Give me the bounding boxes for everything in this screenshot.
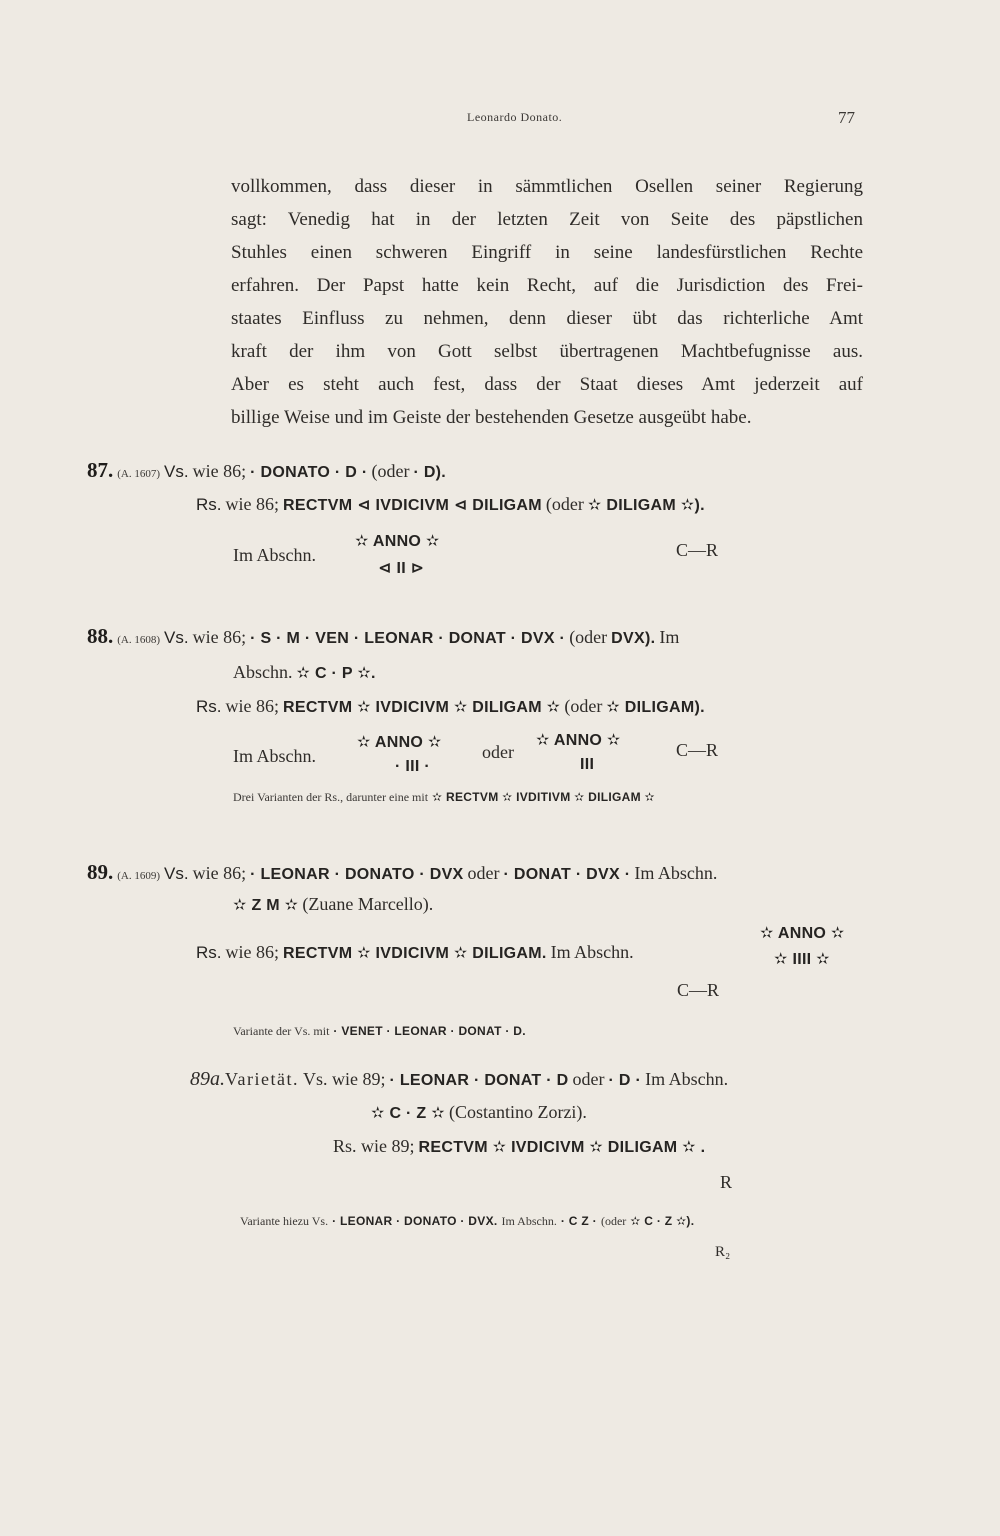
reverse-text: wie 86; [225, 696, 279, 716]
entry-89-rs-line [196, 942, 634, 963]
running-title: Leonardo Donato. [467, 110, 563, 124]
reverse-alt: (oder [545, 494, 584, 514]
entry-year: (A. 1608) [117, 634, 161, 646]
note-text: Drei Varianten der Rs., darunter eine mit [233, 790, 429, 804]
reverse-alt-legend: ✫ DILIGAM). [606, 699, 705, 716]
obverse-legend: · S · M · VEN · LEONAR · DONAT · DVX · [250, 630, 566, 647]
exergue-label: Im Abschn. [233, 746, 316, 766]
obverse-exergue-note: (Zuane Marcello). [302, 894, 434, 914]
entry-89a-vs-line-2 [371, 1102, 587, 1123]
reverse-legend: RECTVM ✫ IVDICIVM ✫ DILIGAM. [283, 945, 547, 962]
entry-number: 87. [87, 458, 114, 482]
obverse-alt: (oder [371, 461, 410, 481]
reverse-alt-legend: ✫ DILIGAM ✫). [587, 497, 705, 514]
reverse-label: Rs. [196, 697, 222, 716]
paragraph-line: billige Weise und im Geiste der bestehenden Gesetze ausgeübt habe. [231, 407, 752, 428]
paragraph-line: vollkommen, dass dieser in sämmtlichen Osellen seiner Regierung [231, 176, 863, 197]
reverse-text: Rs. wie 89; [333, 1136, 415, 1156]
page-number: 77 [838, 108, 855, 127]
exergue-line-2: ✫ IIII ✫ [774, 951, 830, 968]
rarity-2: R₂ [715, 1244, 731, 1260]
reverse-text: wie 86; [225, 494, 279, 514]
obverse-oder: oder [467, 863, 500, 883]
reverse-legend: RECTVM ✫ IVDICIVM ✫ DILIGAM ✫ [283, 699, 561, 716]
obverse-oder: oder [572, 1069, 605, 1089]
entry-year: (A. 1607) [117, 468, 161, 480]
paragraph-line: Aber es steht auch fest, dass der Staat dieses Amt jederzeit auf [231, 374, 863, 395]
obverse-exergue-legend: ✫ Z M ✫ [233, 897, 299, 914]
paragraph-line: kraft der ihm von Gott selbst übertragenen Machtbefugnisse aus. [231, 341, 863, 362]
obverse-legend: · LEONAR · DONATO · DVX [250, 866, 464, 883]
obverse-alt-legend: · DONAT · DVX · [503, 866, 631, 883]
obverse-exergue-note: (Costantino Zorzi). [448, 1102, 587, 1122]
entry-89-vs-line [87, 860, 717, 885]
obverse-text: wie 86; [192, 863, 247, 883]
reverse-alt: (oder [564, 696, 603, 716]
exergue-line-2: ⊲ II ⊳ [378, 560, 425, 577]
entry-89a-rs-line [333, 1136, 705, 1157]
obverse-alt-legend: · D · [608, 1072, 642, 1089]
entry-number: 89a. [190, 1068, 225, 1090]
exergue-oder: oder [482, 742, 514, 762]
entry-88-note [233, 788, 655, 806]
note-legend-2: · C Z · [560, 1214, 597, 1228]
note-text: Variante hiezu Vs. [240, 1214, 329, 1228]
exergue-line-1: ✫ ANNO ✫ [355, 533, 440, 550]
obverse-label: Vs. [164, 628, 189, 647]
obverse-alt-legend: · D). [413, 464, 447, 481]
obverse-legend: · LEONAR · DONAT · D [389, 1072, 569, 1089]
exergue-b-line-1: ✫ ANNO ✫ [536, 732, 621, 749]
reverse-label: Rs. [196, 943, 222, 962]
entry-year: (A. 1609) [117, 870, 161, 882]
paragraph-line: Stuhles einen schweren Eingriff in seine landesfürstlichen Rechte [231, 242, 863, 263]
obverse-exergue-legend: ✫ C · P ✫. [296, 665, 376, 682]
obverse-exergue-legend: ✫ C · Z ✫ [371, 1105, 445, 1122]
obverse-label: Vs. [164, 864, 189, 883]
obverse-label: Vs. [164, 462, 189, 481]
entry-89a-note [240, 1212, 694, 1230]
body-paragraph [231, 170, 863, 434]
entry-88-vs-line-2 [233, 662, 376, 683]
obverse-im: Im Abschn. [645, 1069, 729, 1089]
obverse-im: Im [659, 627, 680, 647]
paragraph-line: erfahren. Der Papst hatte kein Recht, auf die Jurisdiction des Frei- [231, 275, 863, 296]
entry-89-vs-line-2 [233, 894, 433, 915]
exergue-a-line-2: · III · [395, 758, 430, 775]
rarity: C—R [676, 540, 719, 560]
reverse-legend: RECTVM ⊲ IVDICIVM ⊲ DILIGAM [283, 497, 542, 514]
note-oder: (oder [600, 1214, 627, 1228]
note-legend: · LEONAR · DONATO · DVX. [332, 1214, 498, 1228]
entry-89-note [233, 1022, 526, 1040]
exergue-line-1: ✫ ANNO ✫ [760, 925, 845, 942]
paragraph-line: sagt: Venedig hat in der letzten Zeit von Seite des päpstlichen [231, 209, 863, 230]
entry-89a-vs-line [190, 1068, 728, 1091]
reverse-legend: RECTVM ✫ IVDICIVM ✫ DILIGAM ✫ . [418, 1139, 706, 1156]
note-legend: · VENET · LEONAR · DONAT · D. [333, 1024, 526, 1038]
entry-88-vs-line [87, 624, 679, 649]
reverse-im: Im Abschn. [550, 942, 634, 962]
note-legend: ✫ RECTVM ✫ IVDITIVM ✫ DILIGAM ✫ [432, 790, 655, 804]
rarity: C—R [677, 980, 720, 1000]
note-im: Im Abschn. [501, 1214, 557, 1228]
entry-number: 88. [87, 624, 114, 648]
obverse-im: Im Abschn. [634, 863, 718, 883]
exergue-a-line-1: ✫ ANNO ✫ [357, 734, 442, 751]
exergue-label: Im Abschn. [233, 545, 316, 565]
obverse-text: Abschn. [233, 662, 293, 682]
obverse-text: wie 86; [192, 627, 247, 647]
reverse-text: wie 86; [225, 942, 279, 962]
note-legend-3: ✫ C · Z ✫). [630, 1214, 695, 1228]
entry-88-rs-line [196, 696, 705, 717]
obverse-alt: (oder [569, 627, 608, 647]
entry-87-vs-line [87, 458, 446, 483]
exergue-b-line-2: III [580, 756, 595, 773]
paragraph-line: staates Einfluss zu nehmen, denn dieser übt das richterliche Amt [231, 308, 863, 329]
entry-number: 89. [87, 860, 114, 884]
obverse-text: wie 86; [192, 461, 247, 481]
rarity: C—R [676, 740, 719, 760]
entry-87-rs-line [196, 494, 705, 515]
variety-label: Varietät. [225, 1069, 299, 1089]
rarity: R [720, 1172, 733, 1192]
reverse-label: Rs. [196, 495, 222, 514]
obverse-text: Vs. wie 89; [302, 1069, 386, 1089]
note-text: Variante der Vs. mit [233, 1024, 330, 1038]
obverse-legend: · DONATO · D · [250, 464, 368, 481]
obverse-alt-legend: DVX). [611, 630, 656, 647]
